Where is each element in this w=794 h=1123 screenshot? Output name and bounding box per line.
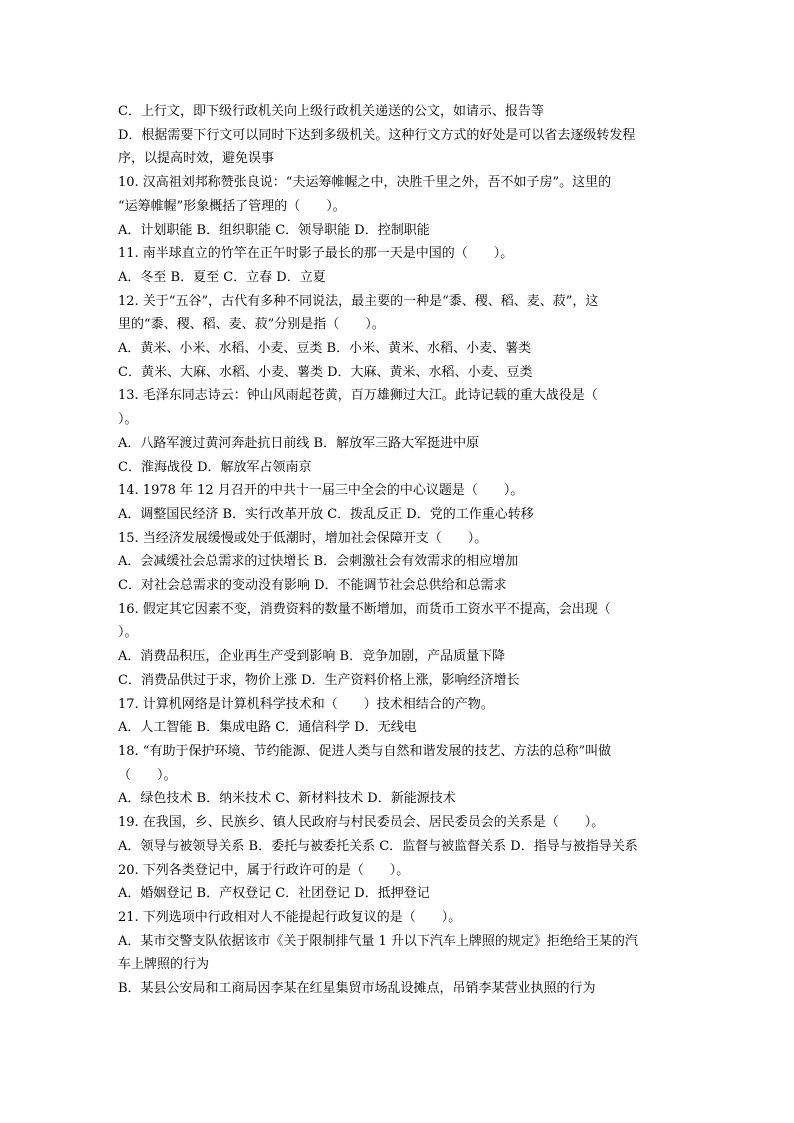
text-line: 18. “有助于保护环境、节约能源、促进人类与自然和谐发展的技艺、方法的总称”叫做 [118, 743, 612, 759]
text-line: 20. 下列各类登记中，属于行政许可的是（ ）。 [118, 862, 410, 878]
text-line: 序，以提高时效，避免误事 [118, 151, 275, 167]
text-line: （ ）。 [118, 767, 177, 783]
text-line: D．根据需要下行文可以同时下达到多级机关。这种行文方式的好处是可以省去逐级转发程 [118, 127, 636, 143]
text-line: ）。 [118, 412, 138, 428]
text-line: ）。 [118, 625, 138, 641]
text-line: 车上牌照的行为 [118, 957, 210, 973]
document-page [118, 100, 678, 1001]
text-line: A．会减缓社会总需求的过快增长 B．会刺激社会有效需求的相应增加 [118, 554, 519, 570]
text-line: A．计划职能 B．组织职能 C．领导职能 D．控制职能 [118, 222, 430, 238]
text-line: 10. 汉高祖刘邦称赞张良说：“夫运筹帷幄之中，决胜千里之外，吾不如子房”。这里的 [118, 175, 612, 191]
text-line: B．某县公安局和工商局因李某在红星集贸市场乱设摊点，吊销李某营业执照的行为 [118, 981, 596, 997]
text-line: 21. 下列选项中行政相对人不能提起行政复议的是（ ）。 [118, 909, 462, 925]
text-line: A．八路军渡过黄河奔赴抗日前线 B．解放军三路大军挺进中原 [118, 435, 480, 451]
text-line: A．消费品积压，企业再生产受到影响 B．竞争加剧，产品质量下降 [118, 649, 506, 665]
text-line: 16. 假定其它因素不变，消费资料的数量不断增加，而货币工资水平不提高，会出现（ [118, 601, 611, 617]
text-line: 19. 在我国，乡、民族乡、镇人民政府与村民委员会、居民委员会的关系是（ ）。 [118, 815, 605, 831]
text-line: A．领导与被领导关系 B．委托与被委托关系 C．监督与被监督关系 D．指导与被指导关系 [118, 838, 638, 854]
text-line: 12. 关于“五谷”，古代有多种不同说法，最主要的一种是“黍、稷、稻、麦、菽”，这 [118, 293, 599, 309]
text-line: 14. 1978 年 12 月召开的中共十一届三中全会的中心议题是（ ）。 [118, 483, 524, 499]
text-line: A．人工智能 B．集成电路 C．通信科学 D．无线电 [118, 720, 417, 736]
text-line: A．婚姻登记 B．产权登记 C．社团登记 D．抵押登记 [118, 886, 430, 902]
text-line: “运筹帷幄”形象概括了管理的（ ）。 [118, 198, 346, 214]
text-line: C．淮海战役 D．解放军占领南京 [118, 459, 312, 475]
text-line: C．对社会总需求的变动没有影响 D．不能调节社会总供给和总需求 [118, 578, 507, 594]
text-line: A．绿色技术 B．纳米技术 C、新材料技术 D．新能源技术 [118, 791, 456, 807]
text-line: C．上行文，即下级行政机关向上级行政机关递送的公文，如请示、报告等 [118, 104, 544, 119]
text-line: A．某市交警支队依据该市《关于限制排气量 1 升以下汽车上牌照的规定》拒绝给王某的汽 [118, 933, 638, 949]
text-line: 15. 当经济发展缓慢或处于低潮时，增加社会保障开支（ ）。 [118, 530, 488, 546]
text-line: 17. 计算机网络是计算机科学技术和（ ）技术相结合的产物。 [118, 696, 494, 712]
text-line: 11. 南半球直立的竹竿在正午时影子最长的那一天是中国的（ ）。 [118, 246, 514, 262]
text-line: 13. 毛泽东同志诗云：钟山风雨起苍黄，百万雄狮过大江。此诗记载的重大战役是（ [118, 388, 598, 404]
text-line: C．黄米、大麻、水稻、小麦、薯类 D．大麻、黄米、水稻、小麦、豆类 [118, 364, 533, 380]
text-line: C．消费品供过于求，物价上涨 D．生产资料价格上涨，影响经济增长 [118, 672, 520, 688]
text-line: 里的“黍、稷、稻、麦、菽”分别是指（ ）。 [118, 317, 385, 333]
text-line: A．调整国民经济 B．实行改革开放 C．拨乱反正 D．党的工作重心转移 [118, 506, 534, 522]
text-line: A．冬至 B．夏至 C．立春 D．立夏 [118, 269, 326, 285]
text-line: A．黄米、小米、水稻、小麦、豆类 B．小米、黄米、水稻、小麦、薯类 [118, 341, 532, 357]
